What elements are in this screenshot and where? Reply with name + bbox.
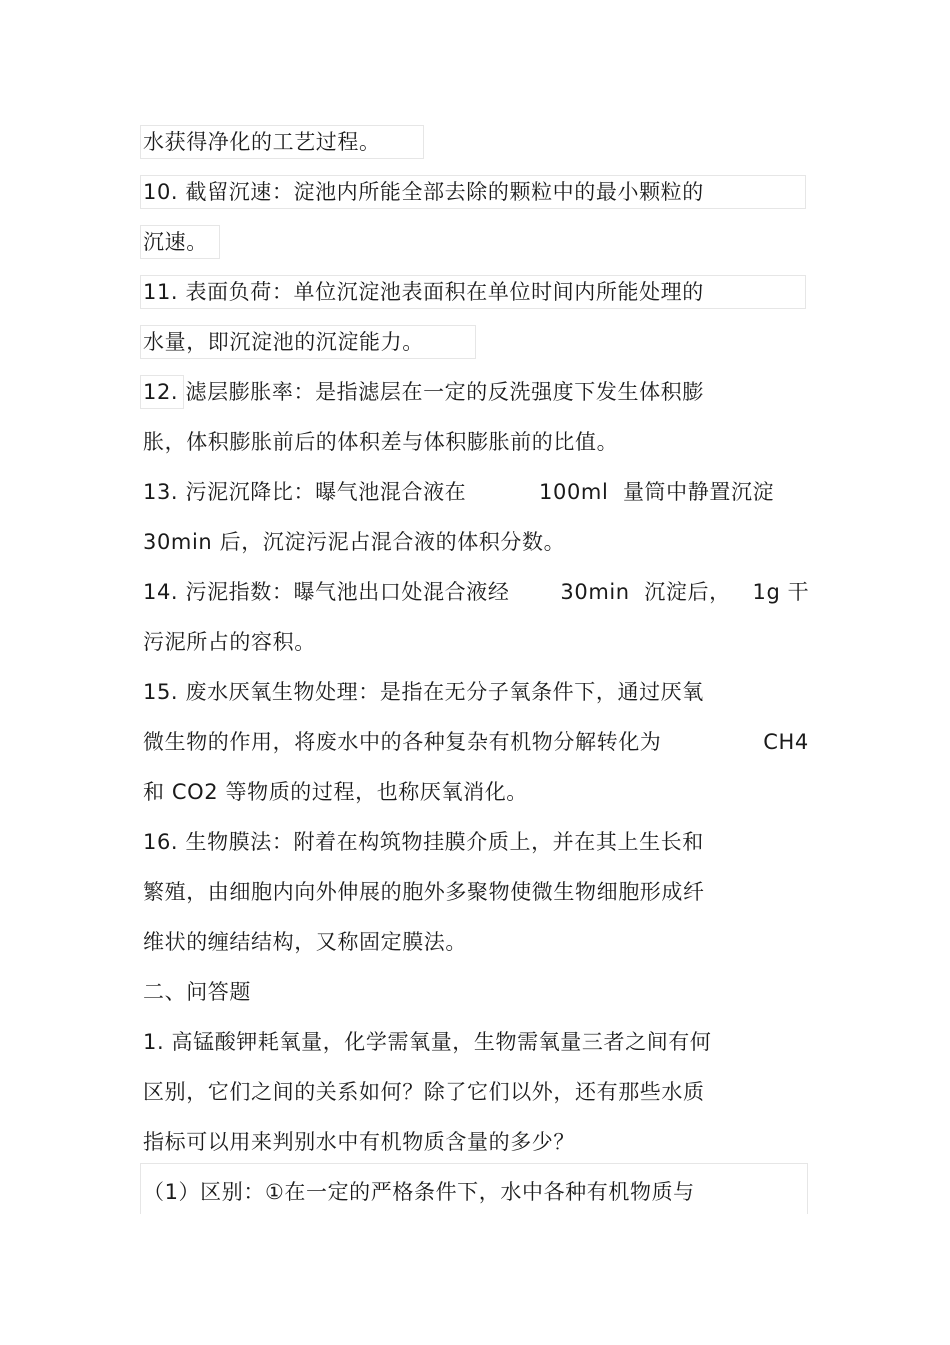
- text-line: 14. 污泥指数：曝气池出口处混合液经 30min 沉淀后， 1g 干: [143, 580, 810, 604]
- text-line: 区别，它们之间的关系如何？除了它们以外，还有那些水质: [143, 1080, 705, 1104]
- section-heading: 二、问答题: [143, 980, 251, 1004]
- text-line: （1）区别：①在一定的严格条件下，水中各种有机物质与: [143, 1180, 695, 1204]
- text-line: 维状的缠结结构，又称固定膜法。: [143, 930, 467, 954]
- text-line: 12. 滤层膨胀率：是指滤层在一定的反洗强度下发生体积膨: [143, 380, 704, 404]
- text-line: 11. 表面负荷：单位沉淀池表面积在单位时间内所能处理的: [143, 280, 704, 304]
- text-line: 微生物的作用，将废水中的各种复杂有机物分解转化为 CH4: [143, 730, 809, 754]
- text-line: 16. 生物膜法：附着在构筑物挂膜介质上，并在其上生长和: [143, 830, 704, 854]
- text-line: 15. 废水厌氧生物处理：是指在无分子氧条件下，通过厌氧: [143, 680, 704, 704]
- text-line: 水量，即沉淀池的沉淀能力。: [143, 330, 424, 354]
- text-line: 胀，体积膨胀前后的体积差与体积膨胀前的比值。: [143, 430, 619, 454]
- text-line: 13. 污泥沉降比：曝气池混合液在 100ml 量筒中静置沉淀: [143, 480, 775, 504]
- text-line: 30min 后，沉淀污泥占混合液的体积分数。: [143, 530, 566, 554]
- text-line: 指标可以用来判别水中有机物质含量的多少？: [143, 1130, 575, 1154]
- text-line: 污泥所占的容积。: [143, 630, 316, 654]
- text-line: 水获得净化的工艺过程。: [143, 130, 381, 154]
- text-line: 沉速。: [143, 230, 208, 254]
- text-line: 和 CO2 等物质的过程，也称厌氧消化。: [143, 780, 528, 804]
- text-line: 1. 高锰酸钾耗氧量，化学需氧量，生物需氧量三者之间有何: [143, 1030, 712, 1054]
- text-line: 繁殖，由细胞内向外伸展的胞外多聚物使微生物细胞形成纤: [143, 880, 705, 904]
- text-line: 10. 截留沉速：淀池内所能全部去除的颗粒中的最小颗粒的: [143, 180, 704, 204]
